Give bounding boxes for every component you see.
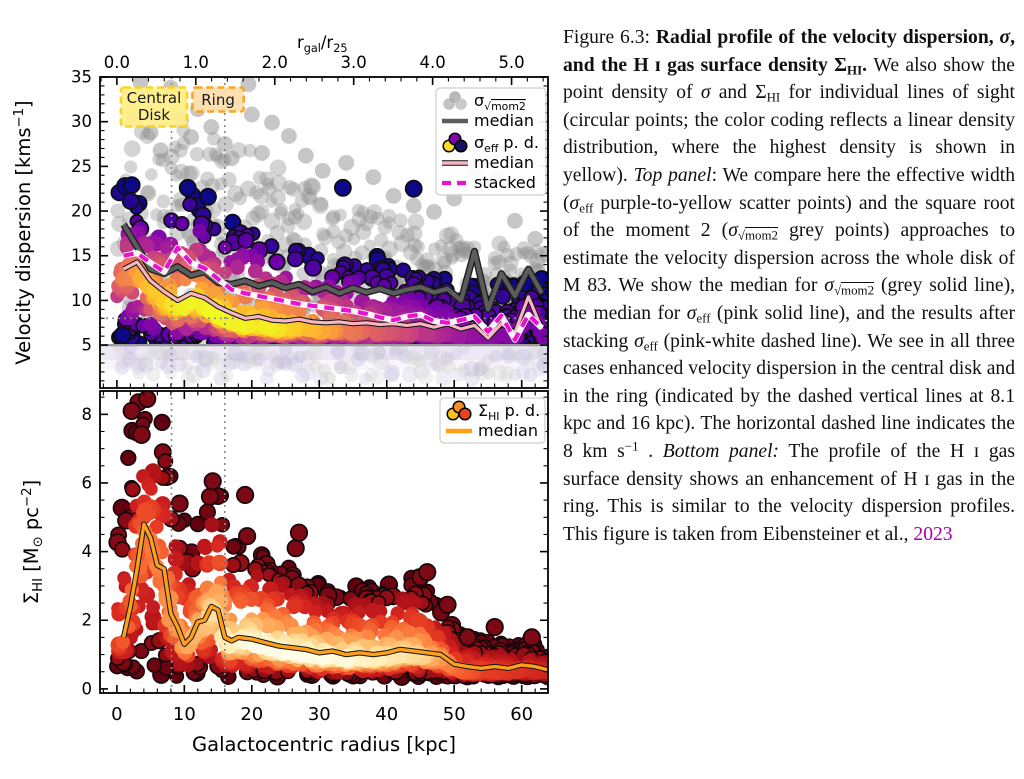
bottom-xlabel: Galactocentric radius [kpc] bbox=[192, 733, 456, 756]
svg-text:2.0: 2.0 bbox=[261, 53, 288, 72]
top-legend-entry-1: median bbox=[474, 111, 534, 130]
svg-text:1.0: 1.0 bbox=[182, 53, 209, 72]
svg-text:20: 20 bbox=[71, 201, 92, 221]
svg-text:15: 15 bbox=[71, 246, 92, 266]
svg-text:30: 30 bbox=[71, 112, 92, 132]
bottom-ylabel: $\Sigma_{HI}$ [$M_⊙$ $pc^{-2}$] bbox=[20, 479, 46, 605]
svg-text:5.0: 5.0 bbox=[498, 53, 525, 72]
svg-text:0.0: 0.0 bbox=[103, 53, 130, 72]
bottom-legend bbox=[440, 398, 545, 443]
top-legend-entry-4: stacked bbox=[474, 173, 536, 192]
bottom-legend-entry-1: median bbox=[478, 421, 538, 440]
svg-text:6: 6 bbox=[81, 473, 92, 493]
svg-text:8: 8 bbox=[81, 404, 92, 424]
svg-text:Disk: Disk bbox=[137, 106, 171, 124]
top-legend-entry-2: $\sigma_{eff}$ p. d. bbox=[474, 133, 539, 155]
svg-text:5: 5 bbox=[81, 335, 92, 355]
central-disk-label bbox=[121, 88, 187, 127]
top-legend-entry-0: $\sigma_√mom2$ bbox=[474, 91, 526, 113]
svg-text:10: 10 bbox=[172, 704, 196, 725]
figure-caption: Figure 6.3: Radial profile of the velocity dispersion, σ, and the H ɪ gas surface density $\Sigma_{HI}$. We also show the point density of σ and $\Sigma_{HI}$ for individual lines of sight (circular points; the color coding reflects a linear density distribution, where the highest density is shown in yellow). Top panel: We compare here the effective width ($\sigma_{eff}$ purple-to-yellow scatter points) and the square root of the moment 2 ($\sigma_{√mom2}$ grey points) approaches to estimate the velocity dispersion across the whole disk of M 83. We show the median for $\sigma_{√mom2}$ (grey solid line), the median for $\sigma_{eff}$ (pink solid line), and the results after stacking $\sigma_{eff}$ (pink-white dashed line). We see in all three cases enhanced velocity dispersion in the central disk and in the ring (indicated by the dashed vertical lines at 8.1 kpc and 16 kpc). The horizontal dashed line indicates the 8 km $s^{-1}$ . Bottom panel: The profile of the H ɪ gas surface density shows an enhancement of H ɪ gas in the ring. This is similar to the velocity dispersion profiles. This figure is taken from Eibensteiner et al., 2023 bbox=[563, 27, 1016, 545]
svg-text:50: 50 bbox=[442, 704, 466, 725]
svg-text:30: 30 bbox=[307, 704, 331, 725]
svg-text:2: 2 bbox=[81, 610, 92, 630]
svg-text:35: 35 bbox=[71, 67, 92, 87]
svg-text:10: 10 bbox=[71, 290, 92, 310]
svg-text:0: 0 bbox=[111, 704, 123, 725]
svg-text:Ring: Ring bbox=[201, 91, 235, 109]
top-ylabel: Velocity dispersion [kms$^{-1}$] bbox=[12, 100, 35, 365]
svg-text:0: 0 bbox=[81, 679, 92, 699]
top-xaxis-title: $r_{gal}/r_{25}$ bbox=[296, 33, 348, 55]
ring-label bbox=[192, 88, 243, 112]
svg-text:40: 40 bbox=[375, 704, 399, 725]
svg-text:60: 60 bbox=[510, 704, 534, 725]
svg-text:20: 20 bbox=[240, 704, 264, 725]
svg-text:25: 25 bbox=[71, 156, 92, 176]
bottom-legend-entry-0: $\Sigma_{HI}$ p. d. bbox=[478, 401, 541, 423]
svg-text:4.0: 4.0 bbox=[419, 53, 446, 72]
svg-text:4: 4 bbox=[81, 542, 92, 562]
citation-link-2023[interactable]: 2023 bbox=[913, 523, 953, 545]
svg-text:3.0: 3.0 bbox=[340, 53, 367, 72]
top-legend bbox=[436, 88, 546, 195]
svg-text:Central: Central bbox=[126, 89, 182, 107]
top-legend-entry-3: median bbox=[474, 153, 534, 172]
